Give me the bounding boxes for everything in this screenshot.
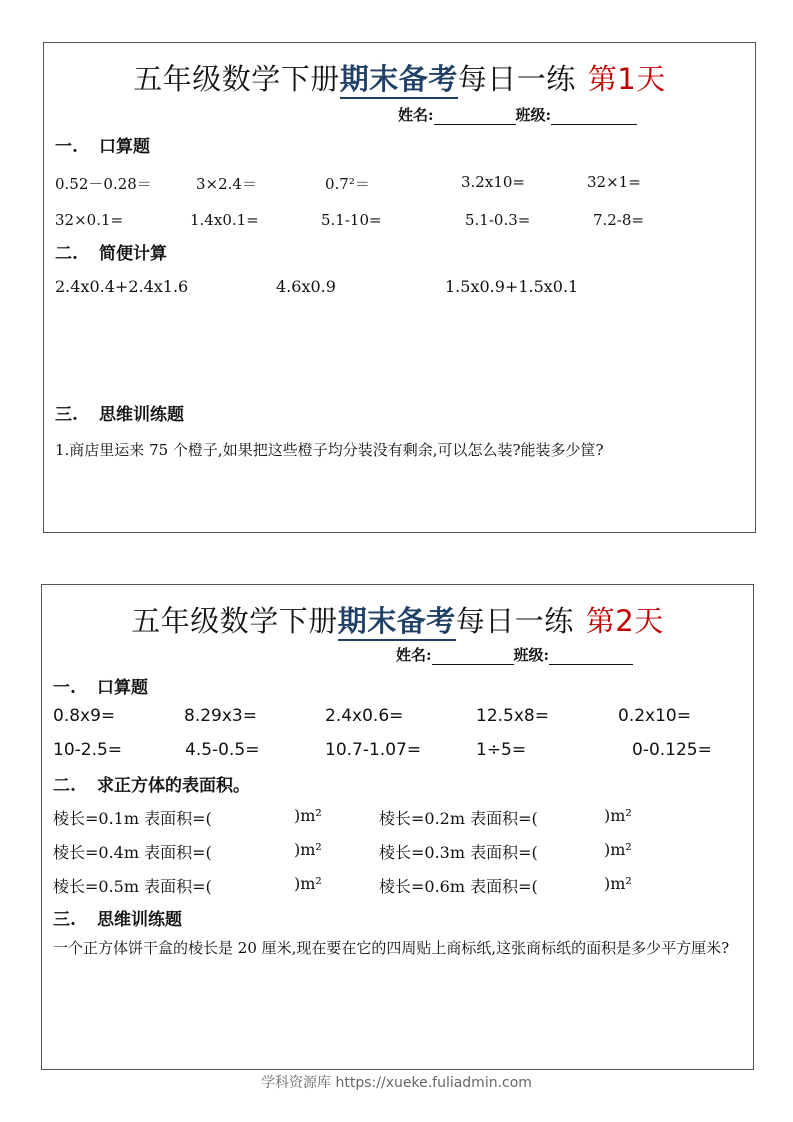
oral-item: 0-0.125= bbox=[632, 740, 712, 760]
oral-item: 5.1-0.3= bbox=[465, 211, 531, 229]
cube-row bbox=[42, 874, 753, 898]
cube-question: 棱长=0.6m 表面积=( bbox=[379, 877, 538, 896]
section-heading: 二. 简便计算 bbox=[55, 244, 167, 264]
oral-item: 0.2x10= bbox=[618, 706, 691, 726]
oral-item: 0.8x9= bbox=[53, 706, 116, 726]
cube-unit: )m² bbox=[294, 806, 322, 825]
worksheet-title bbox=[42, 599, 753, 640]
oral-item: 8.29x3= bbox=[184, 706, 257, 726]
day-label: 第2天 bbox=[585, 604, 664, 638]
oral-item: 32×0.1= bbox=[55, 211, 124, 229]
title-highlight: 期末备考 bbox=[340, 62, 458, 99]
oral-item: 10-2.5= bbox=[53, 740, 123, 760]
cube-unit: )m² bbox=[604, 806, 632, 825]
worksheet-day1 bbox=[43, 42, 756, 533]
title-text: 五年级数学下册 bbox=[131, 604, 338, 638]
cube-row bbox=[42, 840, 753, 864]
class-label: 班级: bbox=[515, 106, 552, 124]
day-label: 第1天 bbox=[587, 62, 666, 96]
oral-item: 1.4x0.1= bbox=[190, 211, 259, 229]
cube-unit: )m² bbox=[604, 840, 632, 859]
cube-question: 棱长=0.3m 表面积=( bbox=[379, 843, 538, 862]
oral-item: 1÷5= bbox=[476, 740, 527, 760]
oral-item: 32×1= bbox=[587, 173, 641, 191]
section-heading: 一. 口算题 bbox=[55, 137, 150, 157]
cube-unit: )m² bbox=[604, 874, 632, 893]
worksheet-day2 bbox=[41, 584, 754, 1070]
calc-row bbox=[44, 277, 755, 301]
title-text-end: 每日一练 bbox=[455, 604, 574, 638]
cube-unit: )m² bbox=[294, 874, 322, 893]
name-label: 姓名: bbox=[398, 106, 434, 124]
cube-question: 棱长=0.2m 表面积=( bbox=[379, 809, 538, 828]
word-problem: 一个正方体饼干盒的棱长是 20 厘米,现在要在它的四周贴上商标纸,这张商标纸的面积是多少平方厘米? bbox=[53, 939, 730, 957]
cube-question: 棱长=0.5m 表面积=( bbox=[53, 877, 212, 896]
oral-row bbox=[44, 211, 755, 235]
oral-row bbox=[42, 740, 753, 764]
oral-item: 2.4x0.6= bbox=[325, 706, 404, 726]
footer-watermark: 学科资源库 https://xueke.fuliadmin.com bbox=[261, 1075, 532, 1091]
name-blank[interactable] bbox=[434, 108, 516, 125]
oral-item: 3.2x10= bbox=[461, 173, 525, 191]
cube-row bbox=[42, 806, 753, 830]
oral-item: 5.1-10= bbox=[321, 211, 382, 229]
oral-item: 0.7²＝ bbox=[325, 175, 370, 193]
section-heading: 三. 思维训练题 bbox=[53, 910, 182, 930]
title-text: 五年级数学下册 bbox=[133, 62, 340, 96]
section-heading: 三. 思维训练题 bbox=[55, 405, 184, 425]
oral-row bbox=[44, 173, 755, 197]
word-problem: 1.商店里运来 75 个橙子,如果把这些橙子均分装没有剩余,可以怎么装?能装多少筐? bbox=[55, 441, 604, 459]
oral-item: 10.7-1.07= bbox=[325, 740, 422, 760]
cube-unit: )m² bbox=[294, 840, 322, 859]
title-highlight: 期末备考 bbox=[338, 604, 456, 641]
oral-row bbox=[42, 706, 753, 730]
class-blank[interactable] bbox=[549, 648, 633, 665]
student-info bbox=[398, 104, 637, 125]
calc-item: 2.4x0.4+2.4x1.6 bbox=[55, 277, 189, 296]
oral-item: 3×2.4＝ bbox=[196, 175, 257, 193]
worksheet-title bbox=[44, 57, 755, 98]
oral-item: 0.52－0.28＝ bbox=[55, 175, 152, 193]
oral-item: 4.5-0.5= bbox=[185, 740, 260, 760]
calc-item: 1.5x0.9+1.5x0.1 bbox=[445, 277, 579, 296]
student-info bbox=[396, 644, 633, 665]
class-label: 班级: bbox=[513, 646, 550, 664]
cube-question: 棱长=0.4m 表面积=( bbox=[53, 843, 212, 862]
name-label: 姓名: bbox=[396, 646, 432, 664]
calc-item: 4.6x0.9 bbox=[276, 277, 336, 296]
oral-item: 12.5x8= bbox=[476, 706, 549, 726]
cube-question: 棱长=0.1m 表面积=( bbox=[53, 809, 212, 828]
class-blank[interactable] bbox=[551, 108, 637, 125]
section-heading: 一. 口算题 bbox=[53, 678, 148, 698]
title-text-end: 每日一练 bbox=[457, 62, 576, 96]
name-blank[interactable] bbox=[432, 648, 514, 665]
oral-item: 7.2-8= bbox=[593, 211, 645, 229]
section-heading: 二. 求正方体的表面积。 bbox=[53, 776, 250, 796]
